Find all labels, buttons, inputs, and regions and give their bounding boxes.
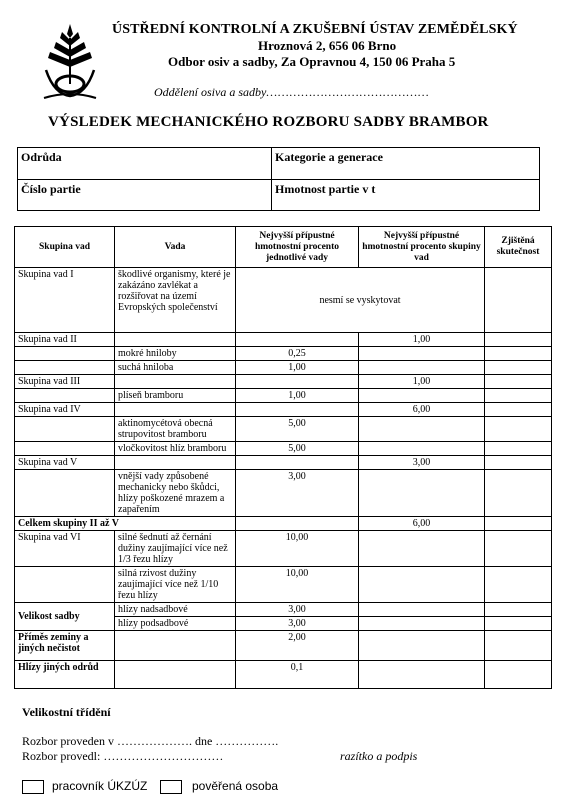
authorized-person-checkbox[interactable] (160, 780, 182, 794)
found-cell[interactable] (485, 631, 552, 661)
group-cell: Příměs zeminy a jiných nečistot (15, 631, 115, 661)
single-value-cell: 5,00 (236, 417, 359, 442)
table-row (15, 631, 552, 661)
institute-name: ÚSTŘEDNÍ KONTROLNÍ A ZKUŠEBNÍ ÚSTAV ZEMĚDĚLSKÝ (112, 22, 518, 37)
table-row (15, 531, 552, 567)
single-value-cell: 3,00 (236, 617, 359, 631)
group-value-cell: 1,00 (359, 333, 485, 347)
defect-cell: vnější vady způsobené mechanicky nebo škůdci, hlízy poškozené mrazem a zapařením (115, 470, 236, 517)
found-cell[interactable] (485, 603, 552, 617)
analysis-by-line: Rozbor provedl: ………………………… (22, 749, 224, 763)
group-value-cell: 1,00 (359, 375, 485, 389)
institute-logo (40, 20, 100, 102)
group-cell: Celkem skupiny II až V (15, 517, 236, 531)
ukzuz-worker-label: pracovník ÚKZÚZ (52, 779, 148, 793)
address-line-2: Odbor osiv a sadby, Za Opravnou 4, 150 06 Praha 5 (168, 54, 456, 69)
group-cell: Skupina vad VI (15, 531, 115, 567)
defect-cell: silná rzivost dužiny zaujímající více než 1/10 řezu hlízy (115, 567, 236, 603)
address-line-1: Hroznová 2, 656 06 Brno (258, 38, 397, 53)
defect-cell: hlízy podsadbové (115, 617, 236, 631)
variety-label: Odrůda (21, 150, 62, 164)
table-row (15, 389, 552, 403)
defect-cell: mokré hniloby (115, 347, 236, 361)
table-row (15, 517, 552, 531)
department-dots: …………………………………… (266, 85, 430, 99)
found-cell[interactable] (485, 567, 552, 603)
table-row (15, 268, 552, 333)
found-cell[interactable] (485, 417, 552, 442)
group-value-cell: 6,00 (359, 517, 485, 531)
analysis-done-line: Rozbor proveden v ………………. dne ……………. (22, 734, 279, 748)
single-value-cell: 10,00 (236, 531, 359, 567)
group-cell: Skupina vad V (15, 456, 115, 470)
found-cell[interactable] (485, 661, 552, 689)
found-cell[interactable] (485, 375, 552, 389)
table-row (15, 470, 552, 517)
department-label: Oddělení osiva a sadby (154, 85, 267, 99)
defect-cell: aktinomycétová obecná strupovitost bramboru (115, 417, 236, 442)
single-value-cell: 0,25 (236, 347, 359, 361)
group-cell: Hlízy jiných odrůd (15, 661, 115, 689)
group-cell: Velikost sadby (15, 603, 115, 631)
merged-value-cell: nesmí se vyskytovat (236, 268, 485, 333)
found-cell[interactable] (485, 442, 552, 456)
single-value-cell: 10,00 (236, 567, 359, 603)
header-found: Zjištěná skutečnost (485, 227, 552, 268)
table-row (15, 442, 552, 456)
single-value-cell: 3,00 (236, 603, 359, 617)
found-cell[interactable] (485, 389, 552, 403)
stamp-label: razítko a podpis (340, 749, 418, 763)
table-header-row (15, 227, 552, 268)
group-cell: Skupina vad II (15, 333, 115, 347)
table-row (15, 456, 552, 470)
single-value-cell: 2,00 (236, 631, 359, 661)
defect-cell: hlízy nadsadbové (115, 603, 236, 617)
table-row (15, 347, 552, 361)
single-value-cell: 3,00 (236, 470, 359, 517)
variety-field[interactable] (18, 148, 272, 180)
single-value-cell: 1,00 (236, 389, 359, 403)
found-cell[interactable] (485, 517, 552, 531)
defect-cell: plíseň bramboru (115, 389, 236, 403)
table-row (15, 417, 552, 442)
found-cell[interactable] (485, 456, 552, 470)
ukzuz-worker-checkbox[interactable] (22, 780, 44, 794)
table-row (15, 661, 552, 689)
category-label: Kategorie a generace (275, 150, 383, 164)
header-defect: Vada (115, 227, 236, 268)
table-row (15, 403, 552, 417)
single-value-cell: 1,00 (236, 361, 359, 375)
document-title: VÝSLEDEK MECHANICKÉHO ROZBORU SADBY BRAMBOR (48, 114, 489, 130)
found-cell[interactable] (485, 617, 552, 631)
table-row (15, 375, 552, 389)
lot-info-table (17, 147, 540, 211)
defect-cell: vločkovitost hlíz bramboru (115, 442, 236, 456)
header-max-group: Nejvyšší přípustné hmotnostní procento skupiny vad (359, 227, 485, 268)
found-cell[interactable] (485, 361, 552, 375)
table-row (15, 361, 552, 375)
weight-label: Hmotnost partie v t (275, 182, 376, 196)
header-max-single: Nejvyšší přípustné hmotnostní procento jednotlivé vady (236, 227, 359, 268)
category-field[interactable] (272, 148, 540, 180)
defect-cell: silné šednutí až černání dužiny zaujímající více než 1/3 řezu hlízy (115, 531, 236, 567)
found-cell[interactable] (485, 333, 552, 347)
group-value-cell: 6,00 (359, 403, 485, 417)
found-cell[interactable] (485, 347, 552, 361)
defect-cell: suchá hniloba (115, 361, 236, 375)
found-cell[interactable] (485, 403, 552, 417)
single-value-cell: 0,1 (236, 661, 359, 689)
group-value-cell: 3,00 (359, 456, 485, 470)
found-cell[interactable] (485, 531, 552, 567)
authorized-person-label: pověřená osoba (192, 779, 279, 793)
found-cell[interactable] (485, 268, 552, 333)
found-cell[interactable] (485, 470, 552, 517)
group-cell: Skupina vad I (15, 268, 115, 333)
size-sorting-label: Velikostní třídění (22, 705, 111, 719)
department-line (154, 85, 430, 100)
lot-label: Číslo partie (21, 182, 81, 196)
single-value-cell: 5,00 (236, 442, 359, 456)
table-row (15, 567, 552, 603)
lot-field[interactable] (18, 180, 272, 211)
defects-table (14, 226, 552, 689)
table-row (15, 603, 552, 617)
group-cell: Skupina vad III (15, 375, 115, 389)
table-row (15, 333, 552, 347)
defect-cell: škodlivé organismy, které je zakázáno zavlékat a rozšiřovat na území Evropských společenství (115, 268, 236, 333)
weight-field[interactable] (272, 180, 540, 211)
header-group: Skupina vad (15, 227, 115, 268)
group-cell: Skupina vad IV (15, 403, 115, 417)
